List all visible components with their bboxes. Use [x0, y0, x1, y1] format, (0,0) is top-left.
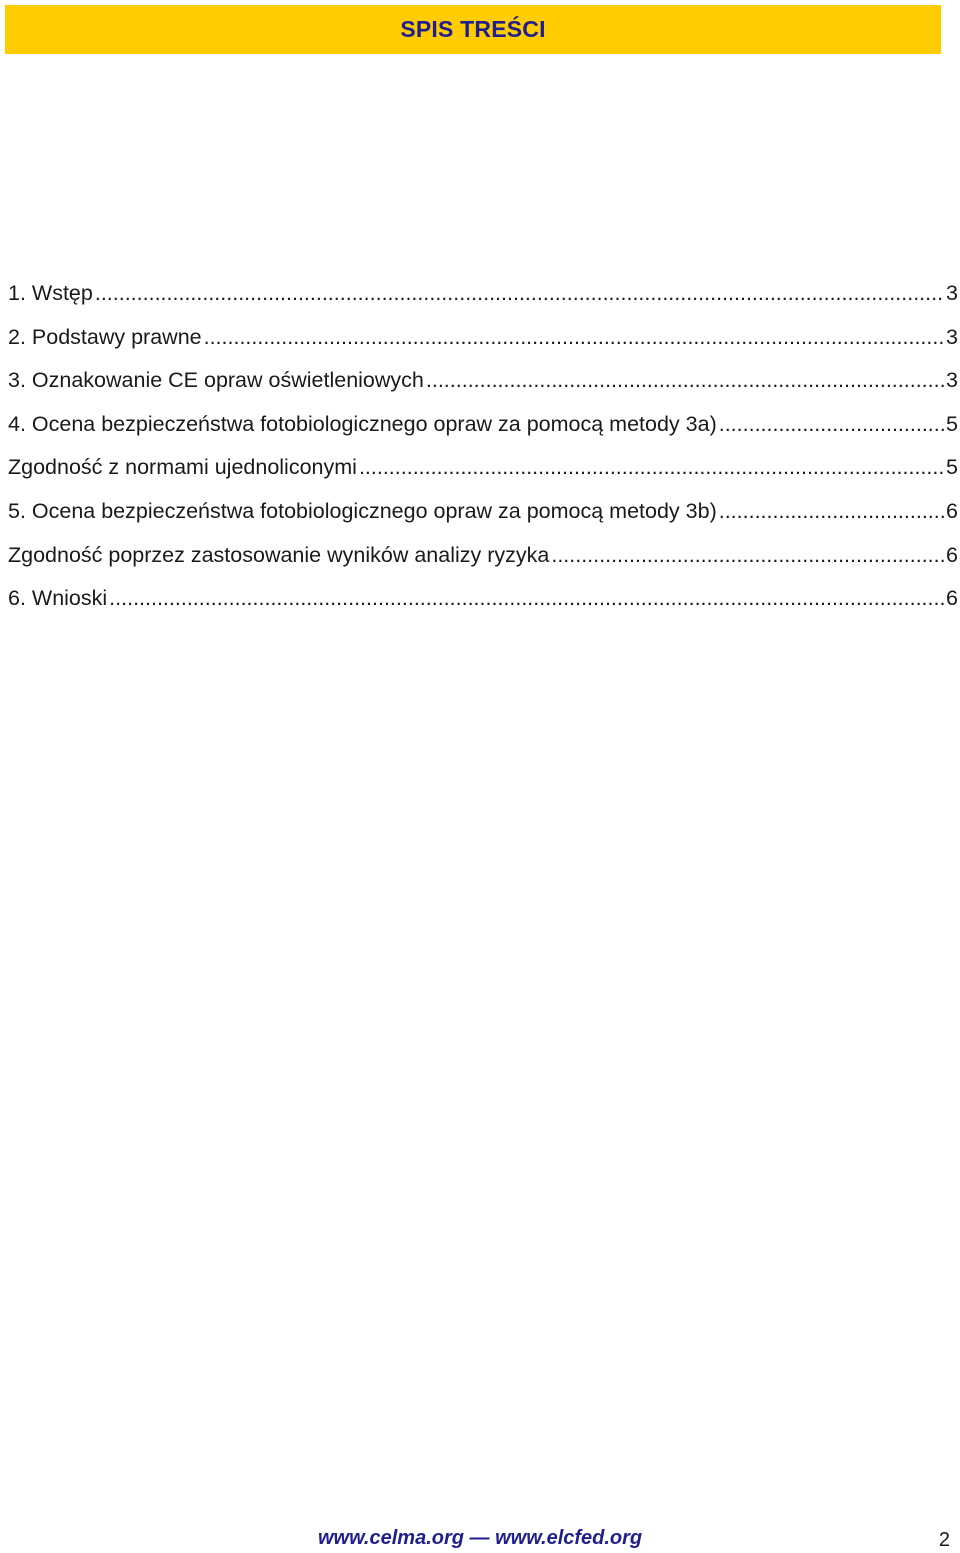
- toc-entry[interactable]: [8, 412, 958, 456]
- toc-entry-label: 1. Wstęp: [8, 281, 93, 305]
- toc-dot-leader: [424, 368, 944, 393]
- toc-entry-page: 6: [946, 498, 958, 523]
- toc-entry-page: 6: [946, 586, 958, 611]
- toc-dot-leader: [107, 586, 944, 611]
- toc-dot-leader: [717, 412, 944, 437]
- toc-dot-leader: [357, 455, 944, 480]
- toc-entry[interactable]: [8, 281, 958, 325]
- toc-entry-label: 3. Oznakowanie CE opraw oświetleniowych: [8, 368, 424, 393]
- toc-entry[interactable]: [8, 325, 958, 369]
- toc-entry-label: Zgodność z normami ujednoliconymi: [8, 455, 357, 480]
- toc-entry-page: 3: [946, 368, 958, 393]
- toc-entry[interactable]: [8, 543, 958, 587]
- toc-entry-label: Zgodność poprzez zastosowanie wyników analizy ryzyka: [8, 542, 550, 567]
- toc-entry-label: 2. Podstawy prawne: [8, 324, 202, 349]
- toc-entry-page: 6: [946, 542, 958, 567]
- toc-entry-page: 5: [946, 455, 958, 480]
- toc-dot-leader: [202, 325, 944, 350]
- page-footer: [0, 1527, 960, 1553]
- toc-entry-page: 3: [946, 281, 958, 305]
- table-of-contents: [8, 281, 958, 630]
- toc-entry[interactable]: [8, 499, 958, 543]
- toc-entry-page: 3: [946, 324, 958, 349]
- footer-links[interactable]: www.celma.org — www.elcfed.org: [318, 1527, 643, 1549]
- toc-entry[interactable]: [8, 368, 958, 412]
- toc-entry-label: 4. Ocena bezpieczeństwa fotobiologicznego opraw za pomocą metody 3a): [8, 411, 717, 436]
- toc-entry[interactable]: [8, 455, 958, 499]
- toc-dot-leader: [717, 499, 944, 524]
- toc-entry-page: 5: [946, 411, 958, 436]
- toc-dot-leader: [93, 281, 944, 306]
- page-title: SPIS TREŚCI: [400, 16, 546, 42]
- title-bar: [5, 5, 941, 54]
- toc-entry[interactable]: [8, 586, 958, 630]
- toc-dot-leader: [549, 543, 944, 568]
- page-number: 2: [938, 1529, 950, 1551]
- toc-entry-label: 6. Wnioski: [8, 586, 108, 611]
- toc-entry-label: 5. Ocena bezpieczeństwa fotobiologicznego opraw za pomocą metody 3b): [8, 498, 717, 523]
